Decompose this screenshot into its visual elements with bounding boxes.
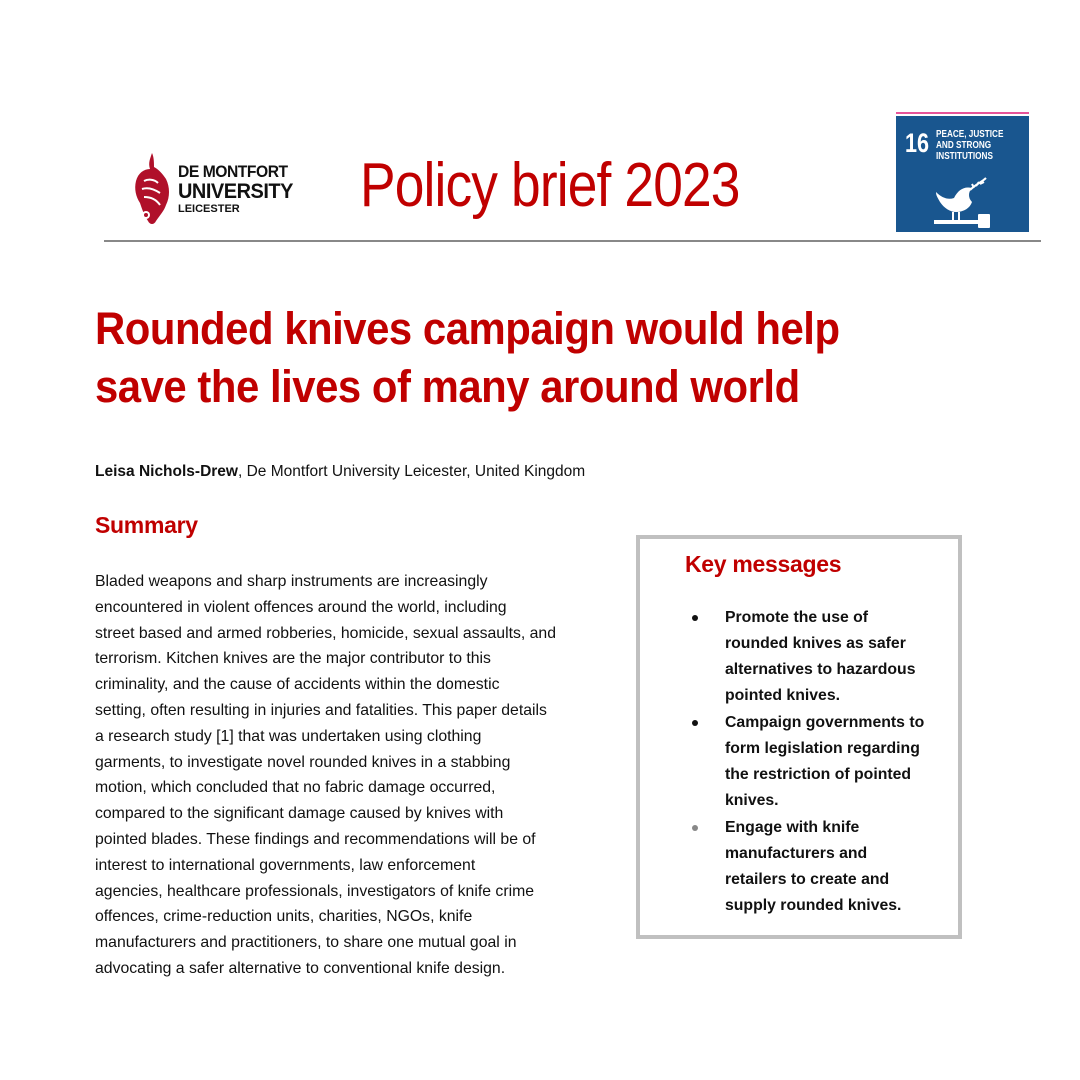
key-messages-heading: Key messages <box>685 551 842 577</box>
summary-line: terrorism. Kitchen knives are the major contributor to this <box>95 650 491 668</box>
bullet-icon <box>692 720 698 726</box>
logo-line-1: DE MONTFORT <box>178 162 288 181</box>
key-message-line: pointed knives. <box>725 687 840 704</box>
key-message-item <box>640 815 958 919</box>
summary-line: manufacturers and practitioners, to share one mutual goal in <box>95 934 517 952</box>
summary-heading: Summary <box>95 512 198 538</box>
bullet-icon <box>692 825 698 831</box>
logo-wordmark <box>178 163 299 215</box>
summary-line: criminality, and the cause of accidents within the domestic <box>95 676 500 694</box>
sdg-16-badge <box>896 112 1029 232</box>
key-message-line: Promote the use of <box>725 609 869 626</box>
summary-line: street based and armed robberies, homicide, sexual assaults, and <box>95 624 557 642</box>
sdg-accent-line <box>896 112 1029 114</box>
header-divider <box>104 240 1041 242</box>
author-affiliation: , De Montfort University Leicester, United Kingdom <box>238 463 586 480</box>
key-message-line: alternatives to hazardous <box>725 661 916 678</box>
logo-line-3: LEICESTER <box>178 203 240 215</box>
summary-body <box>95 569 635 982</box>
sdg-label <box>936 129 1003 162</box>
key-message-line: retailers to create and <box>725 871 890 888</box>
summary-line: interest to international governments, law enforcement <box>95 856 476 874</box>
dmu-lion-icon <box>130 151 172 227</box>
author-name: Leisa Nichols-Drew <box>95 463 238 480</box>
summary-line: setting, often resulting in injuries and fatalities. This paper details <box>95 701 547 719</box>
headline-line-2: save the lives of many around world <box>95 361 800 412</box>
key-message-line: manufacturers and <box>725 845 868 862</box>
summary-line: pointed blades. These findings and recommendations will be of <box>95 830 536 848</box>
key-message-line: supply rounded knives. <box>725 897 902 914</box>
key-message-line: rounded knives as safer <box>725 635 906 652</box>
key-message-line: knives. <box>725 792 779 809</box>
summary-line: a research study [1] that was undertaken using clothing <box>95 727 482 745</box>
sdg-number: 16 <box>905 128 930 158</box>
sdg-badge-box <box>896 116 1029 232</box>
key-messages-box <box>636 535 962 939</box>
key-message-line: Campaign governments to <box>725 714 925 731</box>
key-messages-list <box>640 605 958 920</box>
author-line <box>95 463 585 481</box>
policy-brief-title: Policy brief 2023 <box>360 151 740 220</box>
headline-line-1: Rounded knives campaign would help <box>95 303 840 354</box>
logo-line-2: UNIVERSITY <box>178 180 293 203</box>
sdg-label-line-3: INSTITUTIONS <box>936 151 993 162</box>
summary-line: Bladed weapons and sharp instruments are increasingly <box>95 573 488 590</box>
summary-line: offences, crime-reduction units, charities, NGOs, knife <box>95 908 473 926</box>
key-message-item <box>640 605 958 709</box>
summary-line: compared to the significant damage caused by knives with <box>95 805 504 823</box>
sdg-label-line-1: PEACE, JUSTICE <box>936 129 1004 140</box>
key-message-item <box>640 710 958 814</box>
bullet-icon <box>692 615 698 621</box>
dove-gavel-icon <box>928 176 998 230</box>
summary-line: encountered in violent offences around the world, including <box>95 598 507 616</box>
sdg-label-line-2: AND STRONG <box>936 140 992 151</box>
summary-line: motion, which concluded that no fabric damage occurred, <box>95 779 496 797</box>
dmu-logo <box>130 150 310 228</box>
key-message-line: form legislation regarding <box>725 740 920 757</box>
headline <box>95 300 840 416</box>
key-message-line: the restriction of pointed <box>725 766 912 783</box>
summary-line: garments, to investigate novel rounded knives in a stabbing <box>95 753 511 771</box>
summary-line: advocating a safer alternative to conventional knife design. <box>95 959 506 977</box>
summary-line: agencies, healthcare professionals, investigators of knife crime <box>95 882 535 900</box>
key-message-line: Engage with knife <box>725 819 860 836</box>
